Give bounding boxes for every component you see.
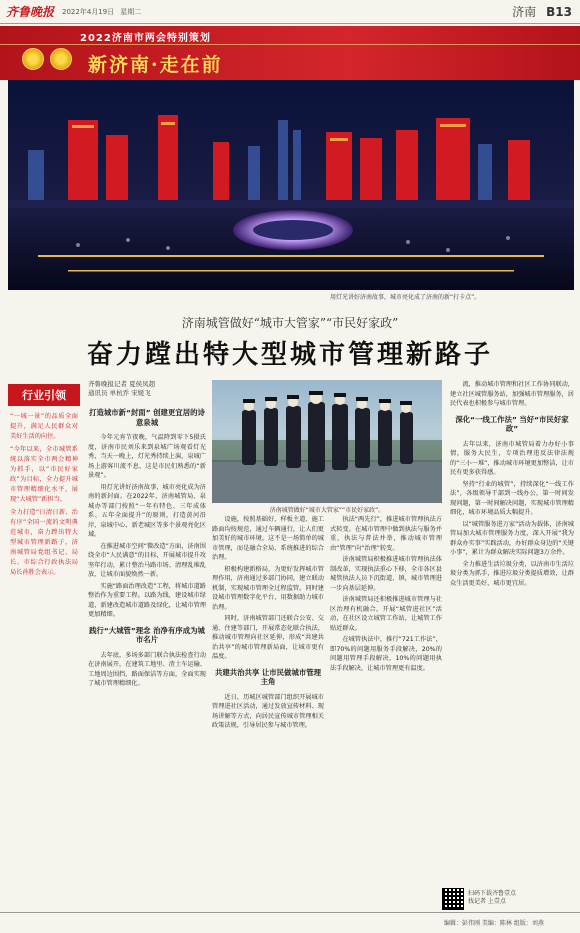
summary-paragraph: 全力打造“日清日新、治有序”全国一流的文明典范城市，奋力蹚出特大型城市管理新路子，济南城管局党组书记、局长、市综合行政执法局局长孙胜会表示。: [10, 509, 78, 576]
article-headline: 奋力蹚出特大型城市管理新路子: [86, 340, 493, 370]
paragraph: 执法“两先行”，推进城市管理执法方式转变。在城市管理中做到执法与服务并重，执法与普法并举，推动城市管理由“管理”向“治理”转变。: [330, 516, 442, 552]
special-banner: [0, 26, 580, 80]
photo-caption: 济南城管做好“城市大管家”“市民好家政”。: [269, 507, 385, 514]
subheading: 践行“大城管”理念 治净有序成为城市名片: [89, 625, 205, 644]
masthead: [0, 0, 580, 24]
subheading: 共建共治共享 让市民做城市管理主角: [214, 667, 322, 686]
article-column-5: [450, 380, 574, 885]
paragraph: 同时，济南城管部门还联合公安、交通、住建等部门，开展常态化联合执法，推动城市管理向社区延伸，形成“共建共治共享”的城市管理新局面，让城市更有温度。: [212, 615, 324, 660]
banner-divider: [0, 44, 580, 45]
photo-marching-officers: [212, 380, 442, 503]
qr-code-icon[interactable]: [442, 888, 464, 910]
paragraph: 全力推进生活垃圾分类，以济南市生活垃圾分类为抓手，推进垃圾分类提质增效，让群众生活更美好，城市更宜居。: [450, 560, 574, 587]
article-kicker: 济南城管做好“城市大管家”“市民好家政”: [181, 316, 399, 330]
hero-caption: 用灯光讲好济南故事，城市亮化成了济南的新“打卡点”。: [330, 294, 481, 301]
qr-caption: [468, 890, 516, 906]
summary-paragraph: “一城一景”的品质全面提升，满足人民群众对美好生活的向往。: [10, 413, 78, 440]
subheading: 打造城市新“封面” 创建更宜居的诗意泉城: [89, 408, 205, 427]
hero-photo-night-city: [8, 80, 574, 290]
newspaper-logo: 齐鲁晚报: [6, 5, 55, 19]
byline-correspondent: 通讯员 单杭乔 宋媛飞: [88, 389, 151, 397]
emblem-icon: [50, 48, 72, 70]
paragraph: 济南城管局还积极推进城市管理与社区治理有机融合，开展“城管进社区”活动，在社区设立城管工作站，让城管工作贴近群众。: [330, 596, 442, 632]
paragraph: 积极构建新格局，为更好发挥城市管理作用，济南通过多部门协同，建立联动机制，实现城市管理全过程监管。同时建设城市管理数字化平台，用数据助力城市治理。: [212, 565, 324, 611]
qr-line: 扫码下载齐鲁壹点: [468, 890, 517, 897]
banner-title: 新济南·走在前: [88, 54, 223, 76]
paragraph: 设施，按照基础好、样板主道、施工路面均按规范，通过车辆通行，让人们更加美好的城市环境。这不是一场简单的城市管理，而是融合全局、系统推进的综合治理。: [212, 516, 324, 561]
editor-credits: 编辑：彭伟刚 美编：陈林 组版：刘燕: [444, 920, 544, 927]
summary-paragraph: “今年以来，全市城管系统以落实全市两会精神为抓手，以“市民好家政”为目标，全力提升城市管理精细化水平，展现“大城管”新担当。: [10, 446, 78, 503]
paragraph: 近日，历城区城管部门组织开展城市管理进社区活动，通过发放宣传材料、现场讲解等方式，向居民宣传城市管理相关政策法规，引导居民参与城市管理。: [212, 693, 324, 729]
paragraph: 以“城管服务进万家”活动为载体，济南城管局加大城市管理服务力度，深入开展“我为群众办实事”实践活动，办好群众身边的“关键小事”，累计为群众解决实际问题3万余件。: [450, 520, 574, 556]
qr-line: 找记者 上壹点: [468, 898, 506, 905]
section-name: 济南: [512, 5, 537, 19]
article-column-3: [212, 515, 324, 910]
byline-reporter: 齐鲁晚报记者 夏侯凤超: [88, 380, 156, 388]
emblem-icon: [22, 48, 44, 70]
paragraph: 实施“路面治理改造”工程，将城市道路整治作为重要工程。以路为线，建设城市绿道，新建改造城市道路及绿化，让城市管理更加精细。: [88, 582, 206, 618]
left-summary-column: [8, 408, 80, 878]
article-column-4: [330, 515, 442, 910]
issue-weekday: 星期二: [120, 7, 142, 16]
column-label: 行业引领: [8, 384, 80, 406]
paragraph: 坚持“行业的城管”，持续深化“一线工作法”，各级领导干部到一线办公，第一时间发现问题，第一时间解决问题，实现城市管理精细化，城市环境品质大幅提升。: [450, 480, 574, 516]
issue-date: 2022年4月19日: [62, 7, 115, 16]
paragraph: 在城管执法中，推行“721工作法”，即70%的问题用服务手段解决，20%的问题用管理手段解决，10%的问题用执法手段解决，让城市管理更有温度。: [330, 636, 442, 672]
paragraph: 用灯光讲好济南故事，城市亮化成为济南的新封面。在2022年，济南城管局、泉城办等部门按照“一年有特色、三年成体系、五年全面提升”的原则，打造黄河沿岸、泉城中心、新老城区等多个景观亮化区域。: [88, 483, 206, 538]
banner-top-text: 2022济南市两会特别策划: [80, 33, 211, 44]
page-number: B13: [546, 4, 572, 19]
subheading: 深化“一线工作法” 当好“市民好家政”: [455, 414, 569, 433]
paragraph: 在推进城市空间“微改造”方面，济南围绕全市“人民满意”的目标，开展城市提升攻坚年行动，累计整治马路市场、清理乱堆乱放，让城市面貌焕然一新。: [88, 542, 206, 578]
paragraph: 流，推动城市管理和社区工作协同联动，建立社区城管服务站，加强城市管理服务，居民代表也积极参与城市管理。: [450, 381, 574, 407]
paragraph: 济南城管局积极推进城市管理执法体制改革，实现执法重心下移，全市各区县城管执法人员下沉街道、镇，城市管理进一步向基层延伸。: [330, 556, 442, 592]
paragraph: 去年以来，济南市城管局着力办好小事情，服务大民生，专项治理违反法律法规的“三小一堆”，推动城市环境更加整洁，让市民有更多获得感。: [450, 440, 574, 476]
paragraph: 去年底，多场多部门联合执法检查行动在济南展开，在建筑工地里、渣土车运输、工地周边围挡、路面保洁等方面，全面实现了城市管理精细化。: [88, 651, 206, 687]
byline: [88, 380, 155, 398]
paragraph: 今年元宵节夜晚，气温降到零下5摄氏度，济南市民刘乐来到泉城广场观看灯光秀，当天一晚上，灯光秀持续上演，泉城广场上游客川流不息，这是市民们熟悉的“新景观”。: [88, 434, 206, 479]
article-column-2: [88, 402, 206, 910]
